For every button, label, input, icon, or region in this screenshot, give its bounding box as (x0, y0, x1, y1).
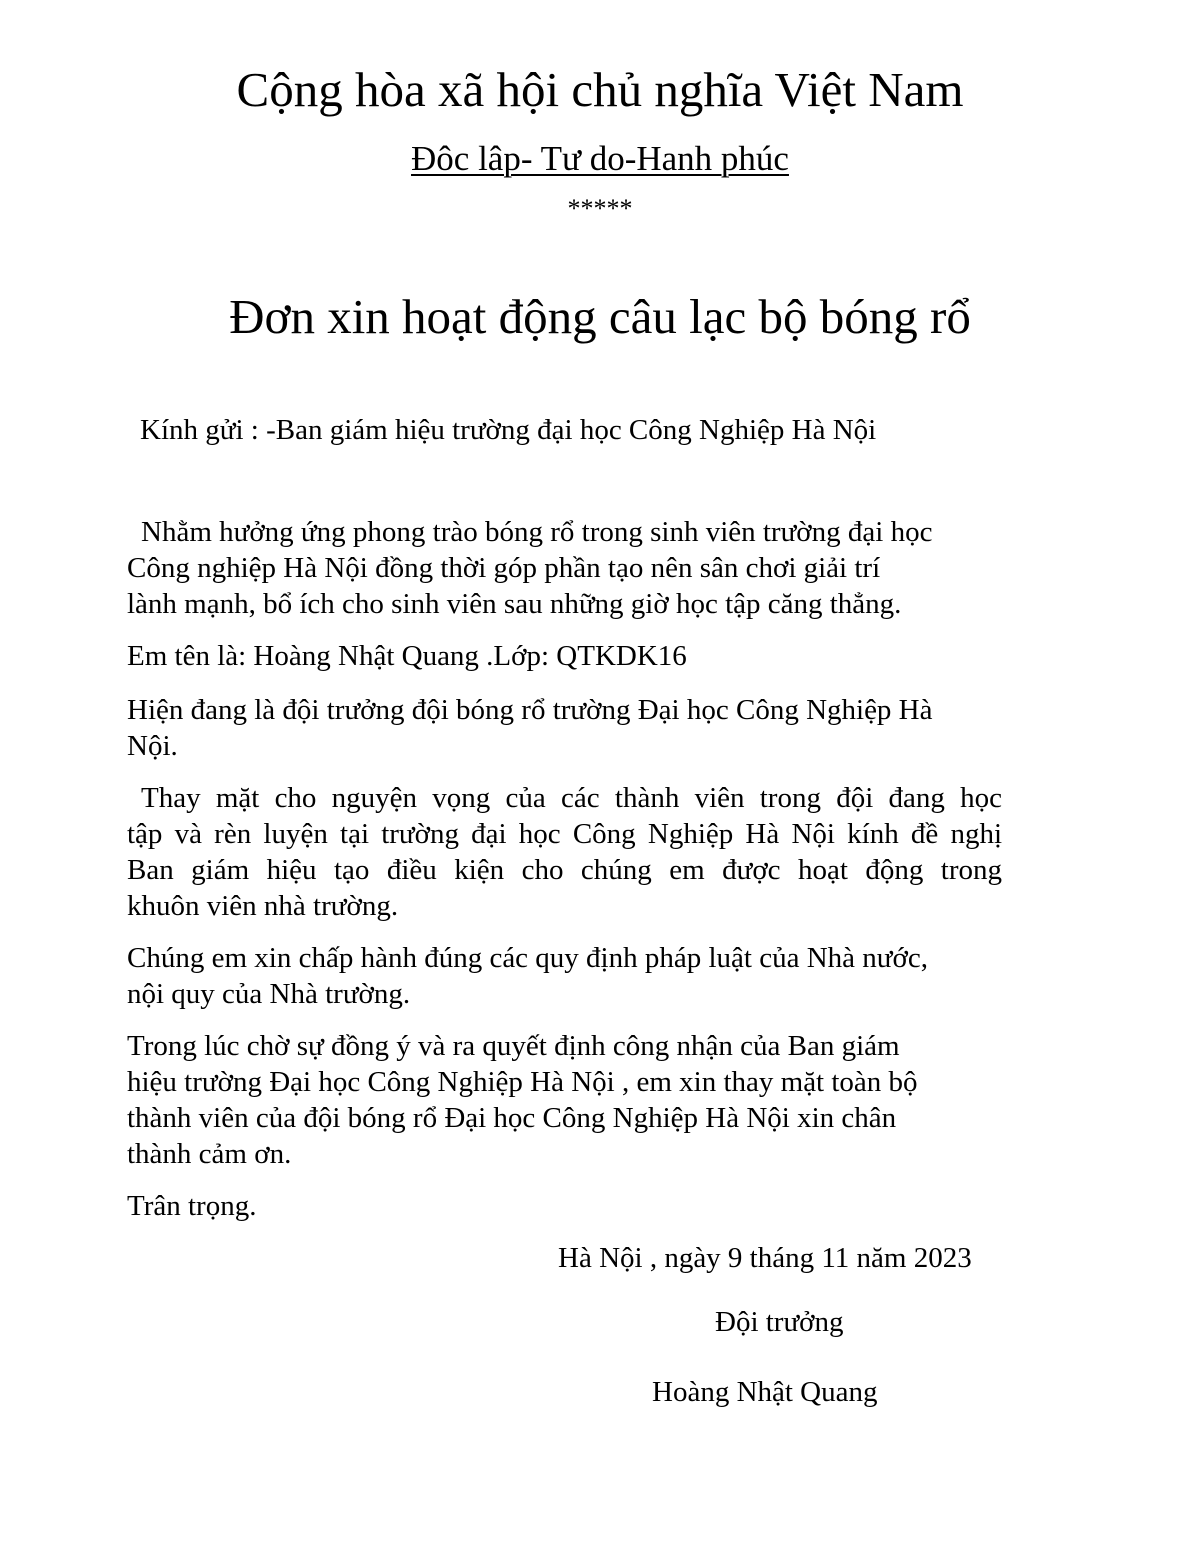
paragraph-line: Công nghiệp Hà Nội đồng thời góp phần tạo nên sân chơi giải trí (127, 552, 881, 584)
paragraph-line: Hiện đang là đội trưởng đội bóng rổ trường Đại học Công Nghiệp Hà (127, 694, 933, 726)
separator-stars: ***** (567, 194, 633, 223)
paragraph-thanks (127, 1028, 1002, 1172)
signer-name: Hoàng Nhật Quang (652, 1376, 878, 1408)
paragraph-line: Trân trọng. (127, 1190, 257, 1222)
paragraph-line: Nhằm hưởng ứng phong trào bóng rổ trong sinh viên trường đại học (141, 516, 933, 548)
national-motto: Đôc lâp- Tư do-Hanh phúc (411, 139, 789, 178)
paragraph-position (127, 692, 1002, 764)
paragraph-line: tập và rèn luyện tại trường đại học Công Nghiệp Hà Nội kính đề nghị (127, 818, 1002, 850)
place-date: Hà Nội , ngày 9 tháng 11 năm 2023 (558, 1242, 972, 1274)
paragraph-line: thành viên của đội bóng rổ Đại học Công Nghiệp Hà Nội xin chân (127, 1102, 897, 1134)
paragraph-commitment (127, 940, 1002, 1012)
paragraph-line: Trong lúc chờ sự đồng ý và ra quyết định công nhận của Ban giám (127, 1030, 900, 1062)
paragraph-line: Ban giám hiệu tạo điều kiện cho chúng em được hoạt động trong (127, 854, 1002, 886)
paragraph-line: Chúng em xin chấp hành đúng các quy định pháp luật của Nhà nước, (127, 942, 928, 974)
paragraph-line: khuôn viên nhà trường. (127, 890, 399, 922)
paragraph-purpose (127, 514, 1002, 622)
paragraph-line: Nội. (127, 730, 178, 762)
paragraph-line: Thay mặt cho nguyện vọng của các thành viên trong đội đang học (141, 782, 1002, 814)
paragraph-line: thành cảm ơn. (127, 1138, 292, 1170)
paragraph-line: hiệu trường Đại học Công Nghiệp Hà Nội , em xin thay mặt toàn bộ (127, 1066, 918, 1098)
paragraph-line: lành mạnh, bổ ích cho sinh viên sau những giờ học tập căng thẳng. (127, 588, 902, 620)
national-title: Cộng hòa xã hội chủ nghĩa Việt Nam (236, 62, 964, 117)
recipient-line: Kính gửi : -Ban giám hiệu trường đại học Công Nghiệp Hà Nội (140, 414, 877, 446)
paragraph-line: nội quy của Nhà trường. (127, 978, 411, 1010)
document-title: Đơn xin hoạt động câu lạc bộ bóng rổ (229, 289, 971, 344)
paragraph-name-class (127, 638, 1002, 674)
paragraph-line: Em tên là: Hoàng Nhật Quang .Lớp: QTKDK16 (127, 640, 687, 672)
paragraph-request (127, 780, 1002, 924)
signer-role: Đội trưởng (715, 1306, 844, 1338)
paragraph-closing (127, 1188, 1002, 1224)
